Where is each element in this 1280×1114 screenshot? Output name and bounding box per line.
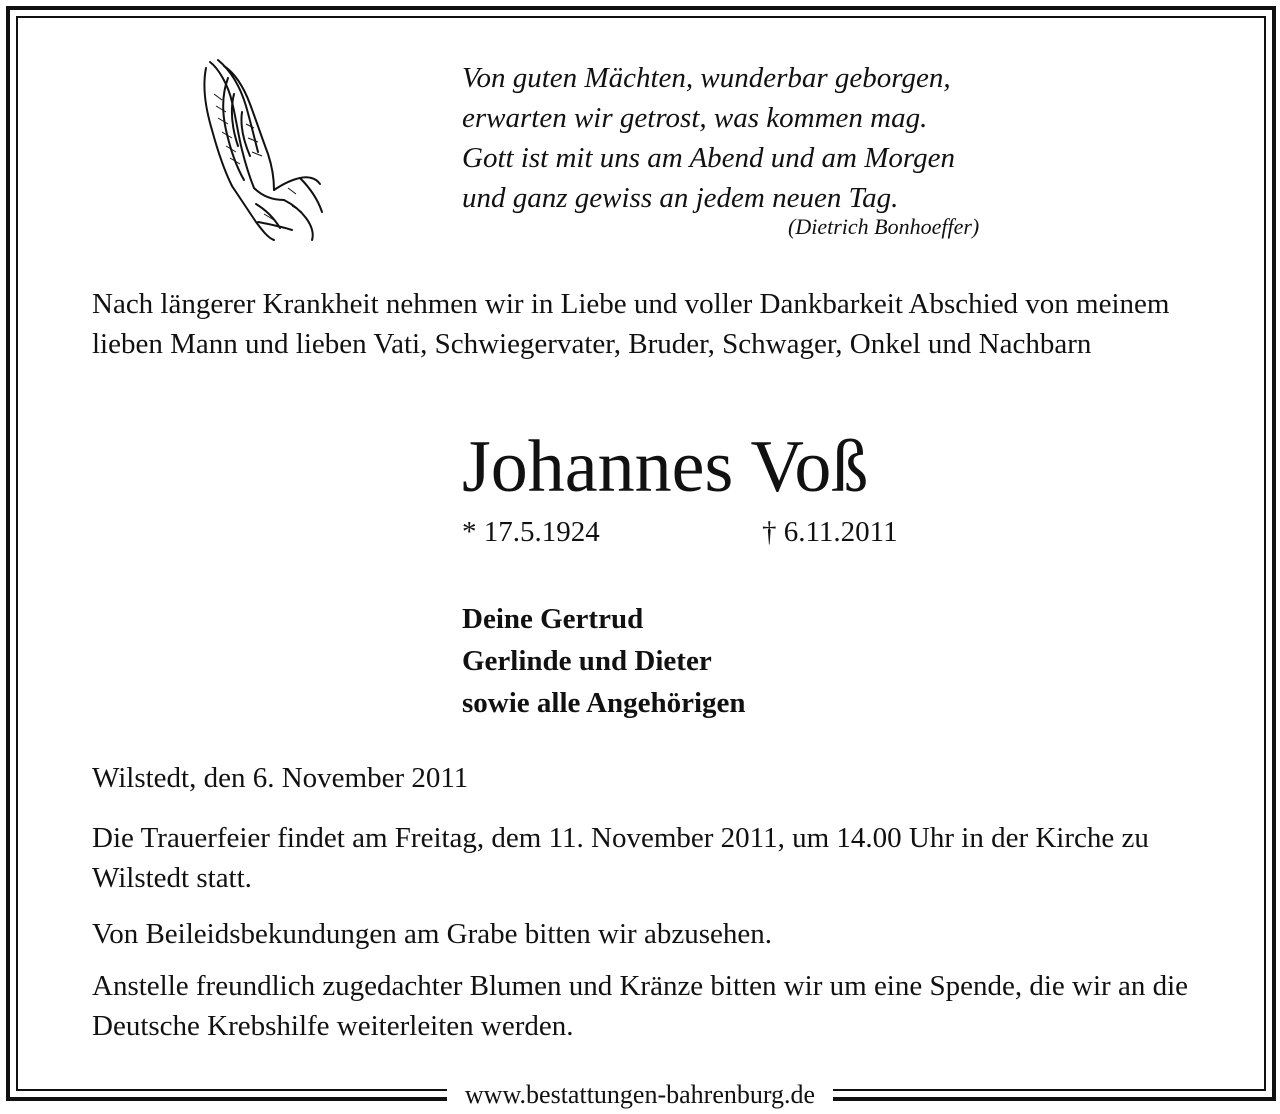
place-date: Wilstedt, den 6. November 2011 — [92, 762, 469, 794]
footer-url-link[interactable]: www.bestattungen-bahrenburg.de — [447, 1080, 833, 1109]
poem — [462, 58, 1082, 218]
poem-line: erwarten wir getrost, was kommen mag. — [462, 102, 928, 134]
poem-line: Gott ist mit uns am Abend und am Morgen — [462, 142, 955, 174]
praying-hands-icon — [188, 54, 328, 244]
poem-line: und ganz gewiss an jedem neuen Tag. — [462, 182, 899, 214]
birth-date: * 17.5.1924 — [462, 516, 600, 548]
intro-text: Nach längerer Krankheit nehmen wir in Liebe und voller Dankbarkeit Abschied von meinem lieben Mann und lieben Vati, Schwiegervater, Bruder, Schwager, Onkel und Nachbarn — [92, 288, 1170, 360]
donation-notice: Anstelle freundlich zugedachter Blumen und Kränze bitten wir um eine Spende, die wir an die Deutsche Krebshilfe weiterleiten werden. — [92, 970, 1188, 1042]
mourner-line: Gerlinde und Dieter — [462, 645, 712, 677]
footer — [0, 1080, 1280, 1110]
mourner-line: Deine Gertrud — [462, 603, 644, 635]
mourner-line: sowie alle Angehörigen — [462, 687, 746, 719]
poem-line: Von guten Mächten, wunderbar geborgen, — [462, 62, 951, 94]
deceased-name: Johannes Voß — [462, 426, 869, 508]
poem-author: (Dietrich Bonhoeffer) — [788, 214, 980, 239]
mourners-list — [462, 598, 746, 724]
condolence-notice: Von Beileidsbekundungen am Grabe bitten wir abzusehen. — [92, 918, 772, 950]
death-date: † 6.11.2011 — [762, 516, 898, 548]
ceremony-notice: Die Trauerfeier findet am Freitag, dem 11. November 2011, um 14.00 Uhr in der Kirche zu Wilstedt statt. — [92, 822, 1149, 894]
